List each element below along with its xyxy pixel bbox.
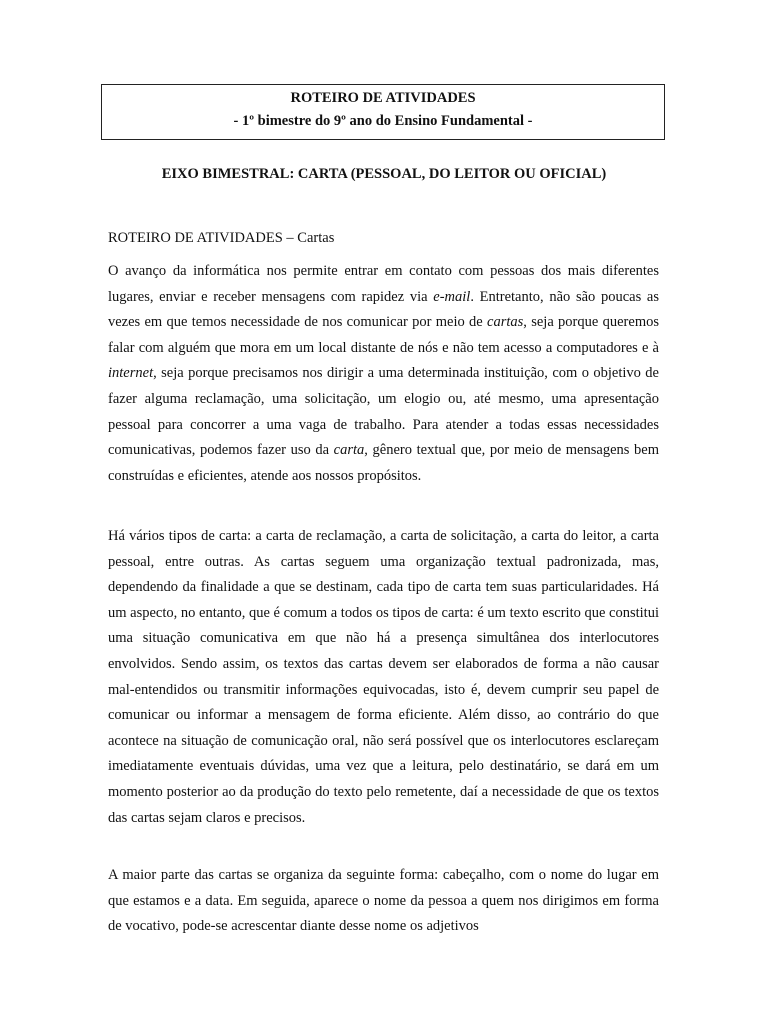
paragraph-1-text: . Entretanto, não são poucas as vezes em que temos necessidade de nos comunicar por meio de (108, 288, 659, 331)
emphasis-cartas: cartas (487, 314, 524, 331)
header-box (101, 84, 665, 140)
emphasis-email: e-mail (433, 288, 471, 305)
eixo-heading: EIXO BIMESTRAL: CARTA (PESSOAL, DO LEITOR OU OFICIAL) (161, 166, 607, 182)
paragraph-1-text: , seja porque queremos falar com alguém que mora em um local distante de nós e não tem acesso a computadores e à (108, 314, 659, 356)
paragraph-3: A maior parte das cartas se organiza da seguinte forma: cabeçalho, com o nome do lugar em que estamos e a data. Em seguida, aparece o nome da pessoa a quem nos dirigimos em forma de vocativo, pode-se acrescentar diante desse nome os adjetivos (108, 867, 659, 935)
emphasis-internet: internet (108, 365, 154, 382)
paragraph-1-text: O avanço da informática nos permite entrar em contato com pessoas dos mais diferentes lugares, enviar e receber mensagens com rapidez via (108, 263, 659, 305)
document-title: ROTEIRO DE ATIVIDADES (290, 90, 476, 106)
document-subtitle: - 1º bimestre do 9º ano do Ensino Fundamental - (233, 113, 533, 129)
paragraph-1-text: , seja porque precisamos nos dirigir a uma determinada instituição, com o objetivo de fazer alguma reclamação, uma solicitação, um elogio ou, até mesmo, uma apresentação pessoal para concorrer a uma vaga de trabalho. Para atender a todas essas necessidades comunicativas, podemos fazer uso da (108, 365, 659, 459)
paragraph-2: Há vários tipos de carta: a carta de reclamação, a carta de solicitação, a carta do leitor, a carta pessoal, entre outras. As cartas seguem uma organização textual padronizada, mas, dependendo da finalidade a que se destinam, cada tipo de carta tem suas particularidades. Há um aspecto, no entanto, que é comum a todos os tipos de carta: é um texto escrito que constitui uma situação comunicativa em que não há a presença simultânea dos interlocutores envolvidos. Sendo assim, os textos das cartas devem ser elaborados de forma a não causar mal-entendidos ou transmitir informações equivocadas, isto é, devem cumprir seu papel de comunicar ou informar a mensagem de forma eficiente. Além disso, ao contrário do que acontece na situação de comunicação oral, não será possível que os interlocutores esclareçam imediatamente eventuais dúvidas, uma vez que a leitura, pelo destinatário, se dará em um momento posterior ao da produção do texto pelo remetente, daí a necessidade de que os textos das cartas sejam claros e precisos. (108, 528, 659, 826)
paragraph-1 (108, 259, 659, 489)
section-heading: ROTEIRO DE ATIVIDADES – Cartas (108, 230, 335, 246)
emphasis-carta: carta (333, 442, 365, 459)
paragraph-1-text: , gênero textual que, por meio de mensagens bem construídas e eficientes, atende aos nossos propósitos. (108, 442, 659, 484)
